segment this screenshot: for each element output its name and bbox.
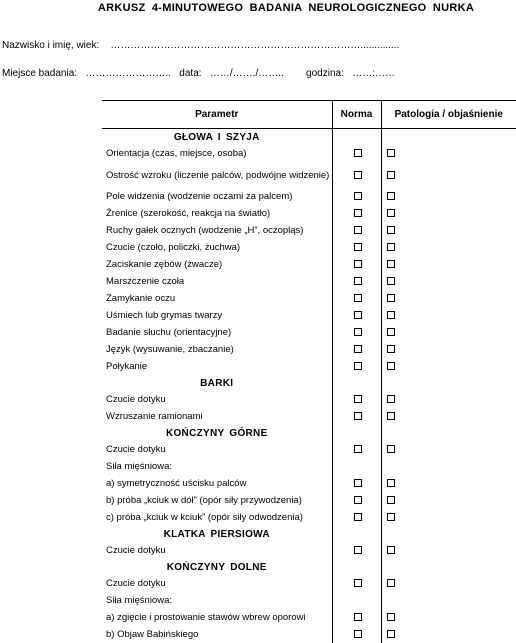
table-row bbox=[102, 290, 516, 307]
parameter-label: Siła mięśniowa: bbox=[102, 592, 332, 609]
section-row bbox=[102, 129, 516, 146]
parameter-label: Uśmiech lub grymas twarzy bbox=[102, 307, 332, 324]
header-param: Parametr bbox=[102, 101, 332, 129]
patologia-cell bbox=[381, 324, 516, 341]
norma-checkbox[interactable] bbox=[354, 311, 362, 319]
norma-checkbox[interactable] bbox=[354, 226, 362, 234]
norma-cell bbox=[332, 609, 381, 626]
norma-checkbox[interactable] bbox=[354, 149, 362, 157]
patologia-checkbox[interactable] bbox=[387, 243, 395, 251]
patologia-cell bbox=[381, 391, 516, 408]
table-row bbox=[102, 341, 516, 358]
patologia-checkbox[interactable] bbox=[387, 260, 395, 268]
norma-checkbox[interactable] bbox=[354, 345, 362, 353]
norma-checkbox[interactable] bbox=[354, 445, 362, 453]
table-row bbox=[102, 458, 516, 475]
patologia-cell bbox=[381, 492, 516, 509]
patologia-checkbox[interactable] bbox=[387, 294, 395, 302]
place-field[interactable]: …………………….. bbox=[85, 68, 171, 79]
norma-checkbox[interactable] bbox=[354, 277, 362, 285]
table-row bbox=[102, 239, 516, 256]
header-norma: Norma bbox=[332, 101, 381, 129]
norma-cell bbox=[332, 425, 381, 441]
table-row bbox=[102, 145, 516, 162]
patologia-cell bbox=[381, 307, 516, 324]
time-field[interactable]: ……:…… bbox=[352, 68, 395, 79]
patologia-checkbox[interactable] bbox=[387, 345, 395, 353]
patologia-checkbox[interactable] bbox=[387, 328, 395, 336]
norma-cell bbox=[332, 475, 381, 492]
table-row bbox=[102, 162, 516, 188]
norma-cell bbox=[332, 542, 381, 559]
patologia-cell bbox=[381, 458, 516, 475]
table-row bbox=[102, 256, 516, 273]
patologia-cell bbox=[381, 559, 516, 575]
norma-checkbox[interactable] bbox=[354, 328, 362, 336]
section-heading: GŁOWA I SZYJA bbox=[102, 129, 332, 146]
table-row bbox=[102, 626, 516, 643]
norma-checkbox[interactable] bbox=[354, 260, 362, 268]
norma-checkbox[interactable] bbox=[354, 209, 362, 217]
norma-cell bbox=[332, 129, 381, 146]
norma-cell bbox=[332, 239, 381, 256]
patologia-checkbox[interactable] bbox=[387, 277, 395, 285]
patologia-checkbox[interactable] bbox=[387, 311, 395, 319]
table-row bbox=[102, 391, 516, 408]
patologia-cell bbox=[381, 375, 516, 391]
header-patologia: Patologia / objaśnienie bbox=[381, 101, 516, 129]
parameter-label: Badanie słuchu (orientacyjne) bbox=[102, 324, 332, 341]
norma-checkbox[interactable] bbox=[354, 579, 362, 587]
norma-checkbox[interactable] bbox=[354, 412, 362, 420]
table-row bbox=[102, 509, 516, 526]
norma-cell bbox=[332, 273, 381, 290]
table-row bbox=[102, 205, 516, 222]
name-field-row bbox=[2, 40, 399, 51]
table-row bbox=[102, 188, 516, 205]
norma-checkbox[interactable] bbox=[354, 171, 362, 179]
parameter-label: a) symetryczność uścisku palców bbox=[102, 475, 332, 492]
norma-cell bbox=[332, 626, 381, 643]
norma-cell bbox=[332, 324, 381, 341]
examination-table bbox=[102, 100, 516, 643]
norma-checkbox[interactable] bbox=[354, 546, 362, 554]
patologia-cell bbox=[381, 273, 516, 290]
patologia-cell bbox=[381, 425, 516, 441]
norma-cell bbox=[332, 559, 381, 575]
patologia-cell bbox=[381, 441, 516, 458]
patologia-checkbox[interactable] bbox=[387, 546, 395, 554]
norma-cell bbox=[332, 341, 381, 358]
norma-cell bbox=[332, 492, 381, 509]
table-row bbox=[102, 609, 516, 626]
patologia-checkbox[interactable] bbox=[387, 445, 395, 453]
table-row bbox=[102, 273, 516, 290]
time-label: godzina: bbox=[306, 68, 344, 79]
parameter-label: Czucie (czoło, policzki, żuchwa) bbox=[102, 239, 332, 256]
norma-cell bbox=[332, 592, 381, 609]
table-row bbox=[102, 475, 516, 492]
norma-checkbox[interactable] bbox=[354, 613, 362, 621]
parameter-label: Czucie dotyku bbox=[102, 441, 332, 458]
parameter-label: b) próba „kciuk w dół” (opór siły przywodzenia) bbox=[102, 492, 332, 509]
patologia-cell bbox=[381, 290, 516, 307]
table-row bbox=[102, 408, 516, 425]
patologia-cell bbox=[381, 609, 516, 626]
patologia-checkbox[interactable] bbox=[387, 226, 395, 234]
patologia-checkbox[interactable] bbox=[387, 579, 395, 587]
norma-cell bbox=[332, 256, 381, 273]
patologia-checkbox[interactable] bbox=[387, 412, 395, 420]
parameter-label: Źrenice (szerokość, reakcja na światło) bbox=[102, 205, 332, 222]
patologia-cell bbox=[381, 592, 516, 609]
norma-checkbox[interactable] bbox=[354, 362, 362, 370]
parameter-label: Pole widzenia (wodzenie oczami za palcem) bbox=[102, 188, 332, 205]
patologia-checkbox[interactable] bbox=[387, 513, 395, 521]
table-row bbox=[102, 575, 516, 592]
patologia-checkbox[interactable] bbox=[387, 479, 395, 487]
norma-cell bbox=[332, 358, 381, 375]
parameter-label: Marszczenie czoła bbox=[102, 273, 332, 290]
parameter-label: Siła mięśniowa: bbox=[102, 458, 332, 475]
patologia-cell bbox=[381, 341, 516, 358]
norma-checkbox[interactable] bbox=[354, 630, 362, 638]
section-heading: BARKI bbox=[102, 375, 332, 391]
parameter-label: Czucie dotyku bbox=[102, 391, 332, 408]
patologia-cell bbox=[381, 526, 516, 542]
norma-cell bbox=[332, 458, 381, 475]
section-row bbox=[102, 559, 516, 575]
norma-cell bbox=[332, 375, 381, 391]
section-row bbox=[102, 526, 516, 542]
table-body bbox=[102, 129, 516, 643]
table-row bbox=[102, 441, 516, 458]
parameter-label: Ostrość wzroku (liczenie palców, podwójne widzenie) bbox=[102, 162, 332, 188]
patologia-cell bbox=[381, 475, 516, 492]
norma-checkbox[interactable] bbox=[354, 395, 362, 403]
parameter-label: Czucie dotyku bbox=[102, 542, 332, 559]
patologia-cell bbox=[381, 358, 516, 375]
norma-cell bbox=[332, 145, 381, 162]
section-heading: KOŃCZYNY GÓRNE bbox=[102, 425, 332, 441]
norma-checkbox[interactable] bbox=[354, 496, 362, 504]
patologia-checkbox[interactable] bbox=[387, 209, 395, 217]
table-header-row bbox=[102, 101, 516, 129]
parameter-label: Połykanie bbox=[102, 358, 332, 375]
patologia-checkbox[interactable] bbox=[387, 192, 395, 200]
patologia-checkbox[interactable] bbox=[387, 630, 395, 638]
parameter-label: c) próba „kciuk w kciuk” (opór siły odwodzenia) bbox=[102, 509, 332, 526]
table-row bbox=[102, 324, 516, 341]
patologia-cell bbox=[381, 129, 516, 146]
parameter-label: Ruchy gałek ocznych (wodzenie „H”, oczopląs) bbox=[102, 222, 332, 239]
parameter-label: Orientacja (czas, miejsce, osoba) bbox=[102, 145, 332, 162]
norma-cell bbox=[332, 290, 381, 307]
table-row bbox=[102, 307, 516, 324]
patologia-checkbox[interactable] bbox=[387, 362, 395, 370]
parameter-label: Czucie dotyku bbox=[102, 575, 332, 592]
parameter-label: Wzruszanie ramionami bbox=[102, 408, 332, 425]
document-title: ARKUSZ 4-MINUTOWEGO BADANIA NEUROLOGICZNEGO NURKA bbox=[0, 2, 516, 14]
patologia-checkbox[interactable] bbox=[387, 613, 395, 621]
norma-checkbox[interactable] bbox=[354, 192, 362, 200]
table-row bbox=[102, 222, 516, 239]
norma-cell bbox=[332, 188, 381, 205]
norma-cell bbox=[332, 575, 381, 592]
parameter-label: b) Objaw Babińskiego bbox=[102, 626, 332, 643]
norma-cell bbox=[332, 205, 381, 222]
patologia-cell bbox=[381, 408, 516, 425]
date-field[interactable]: ……/……./…….. bbox=[210, 68, 284, 79]
parameter-label: Zamykanie oczu bbox=[102, 290, 332, 307]
parameter-label: Zaciskanie zębów (żwacze) bbox=[102, 256, 332, 273]
norma-cell bbox=[332, 526, 381, 542]
patologia-cell bbox=[381, 145, 516, 162]
name-field[interactable]: ………………………………………………………………….............. bbox=[110, 40, 399, 51]
norma-cell bbox=[332, 307, 381, 324]
norma-checkbox[interactable] bbox=[354, 479, 362, 487]
patologia-cell bbox=[381, 205, 516, 222]
norma-cell bbox=[332, 162, 381, 188]
patologia-checkbox[interactable] bbox=[387, 149, 395, 157]
norma-checkbox[interactable] bbox=[354, 294, 362, 302]
patologia-checkbox[interactable] bbox=[387, 171, 395, 179]
patologia-cell bbox=[381, 239, 516, 256]
patologia-checkbox[interactable] bbox=[387, 395, 395, 403]
patologia-cell bbox=[381, 575, 516, 592]
norma-cell bbox=[332, 222, 381, 239]
patologia-checkbox[interactable] bbox=[387, 496, 395, 504]
table-row bbox=[102, 358, 516, 375]
norma-cell bbox=[332, 509, 381, 526]
table-row bbox=[102, 492, 516, 509]
name-label: Nazwisko i imię, wiek: bbox=[2, 40, 99, 51]
norma-cell bbox=[332, 408, 381, 425]
table-row bbox=[102, 592, 516, 609]
parameter-label: Język (wysuwanie, zbaczanie) bbox=[102, 341, 332, 358]
table-row bbox=[102, 542, 516, 559]
parameter-label: a) zgięcie i prostowanie stawów wbrew oporowi bbox=[102, 609, 332, 626]
section-row bbox=[102, 375, 516, 391]
patologia-cell bbox=[381, 256, 516, 273]
norma-cell bbox=[332, 441, 381, 458]
section-heading: KOŃCZYNY DOLNE bbox=[102, 559, 332, 575]
date-label: data: bbox=[179, 68, 201, 79]
patologia-cell bbox=[381, 509, 516, 526]
norma-cell bbox=[332, 391, 381, 408]
norma-checkbox[interactable] bbox=[354, 243, 362, 251]
patologia-cell bbox=[381, 542, 516, 559]
patologia-cell bbox=[381, 626, 516, 643]
section-heading: KLATKA PIERSIOWA bbox=[102, 526, 332, 542]
section-row bbox=[102, 425, 516, 441]
place-label: Miejsce badania: bbox=[2, 68, 77, 79]
patologia-cell bbox=[381, 222, 516, 239]
norma-checkbox[interactable] bbox=[354, 513, 362, 521]
patologia-cell bbox=[381, 188, 516, 205]
place-date-time-row bbox=[2, 68, 395, 79]
patologia-cell bbox=[381, 162, 516, 188]
